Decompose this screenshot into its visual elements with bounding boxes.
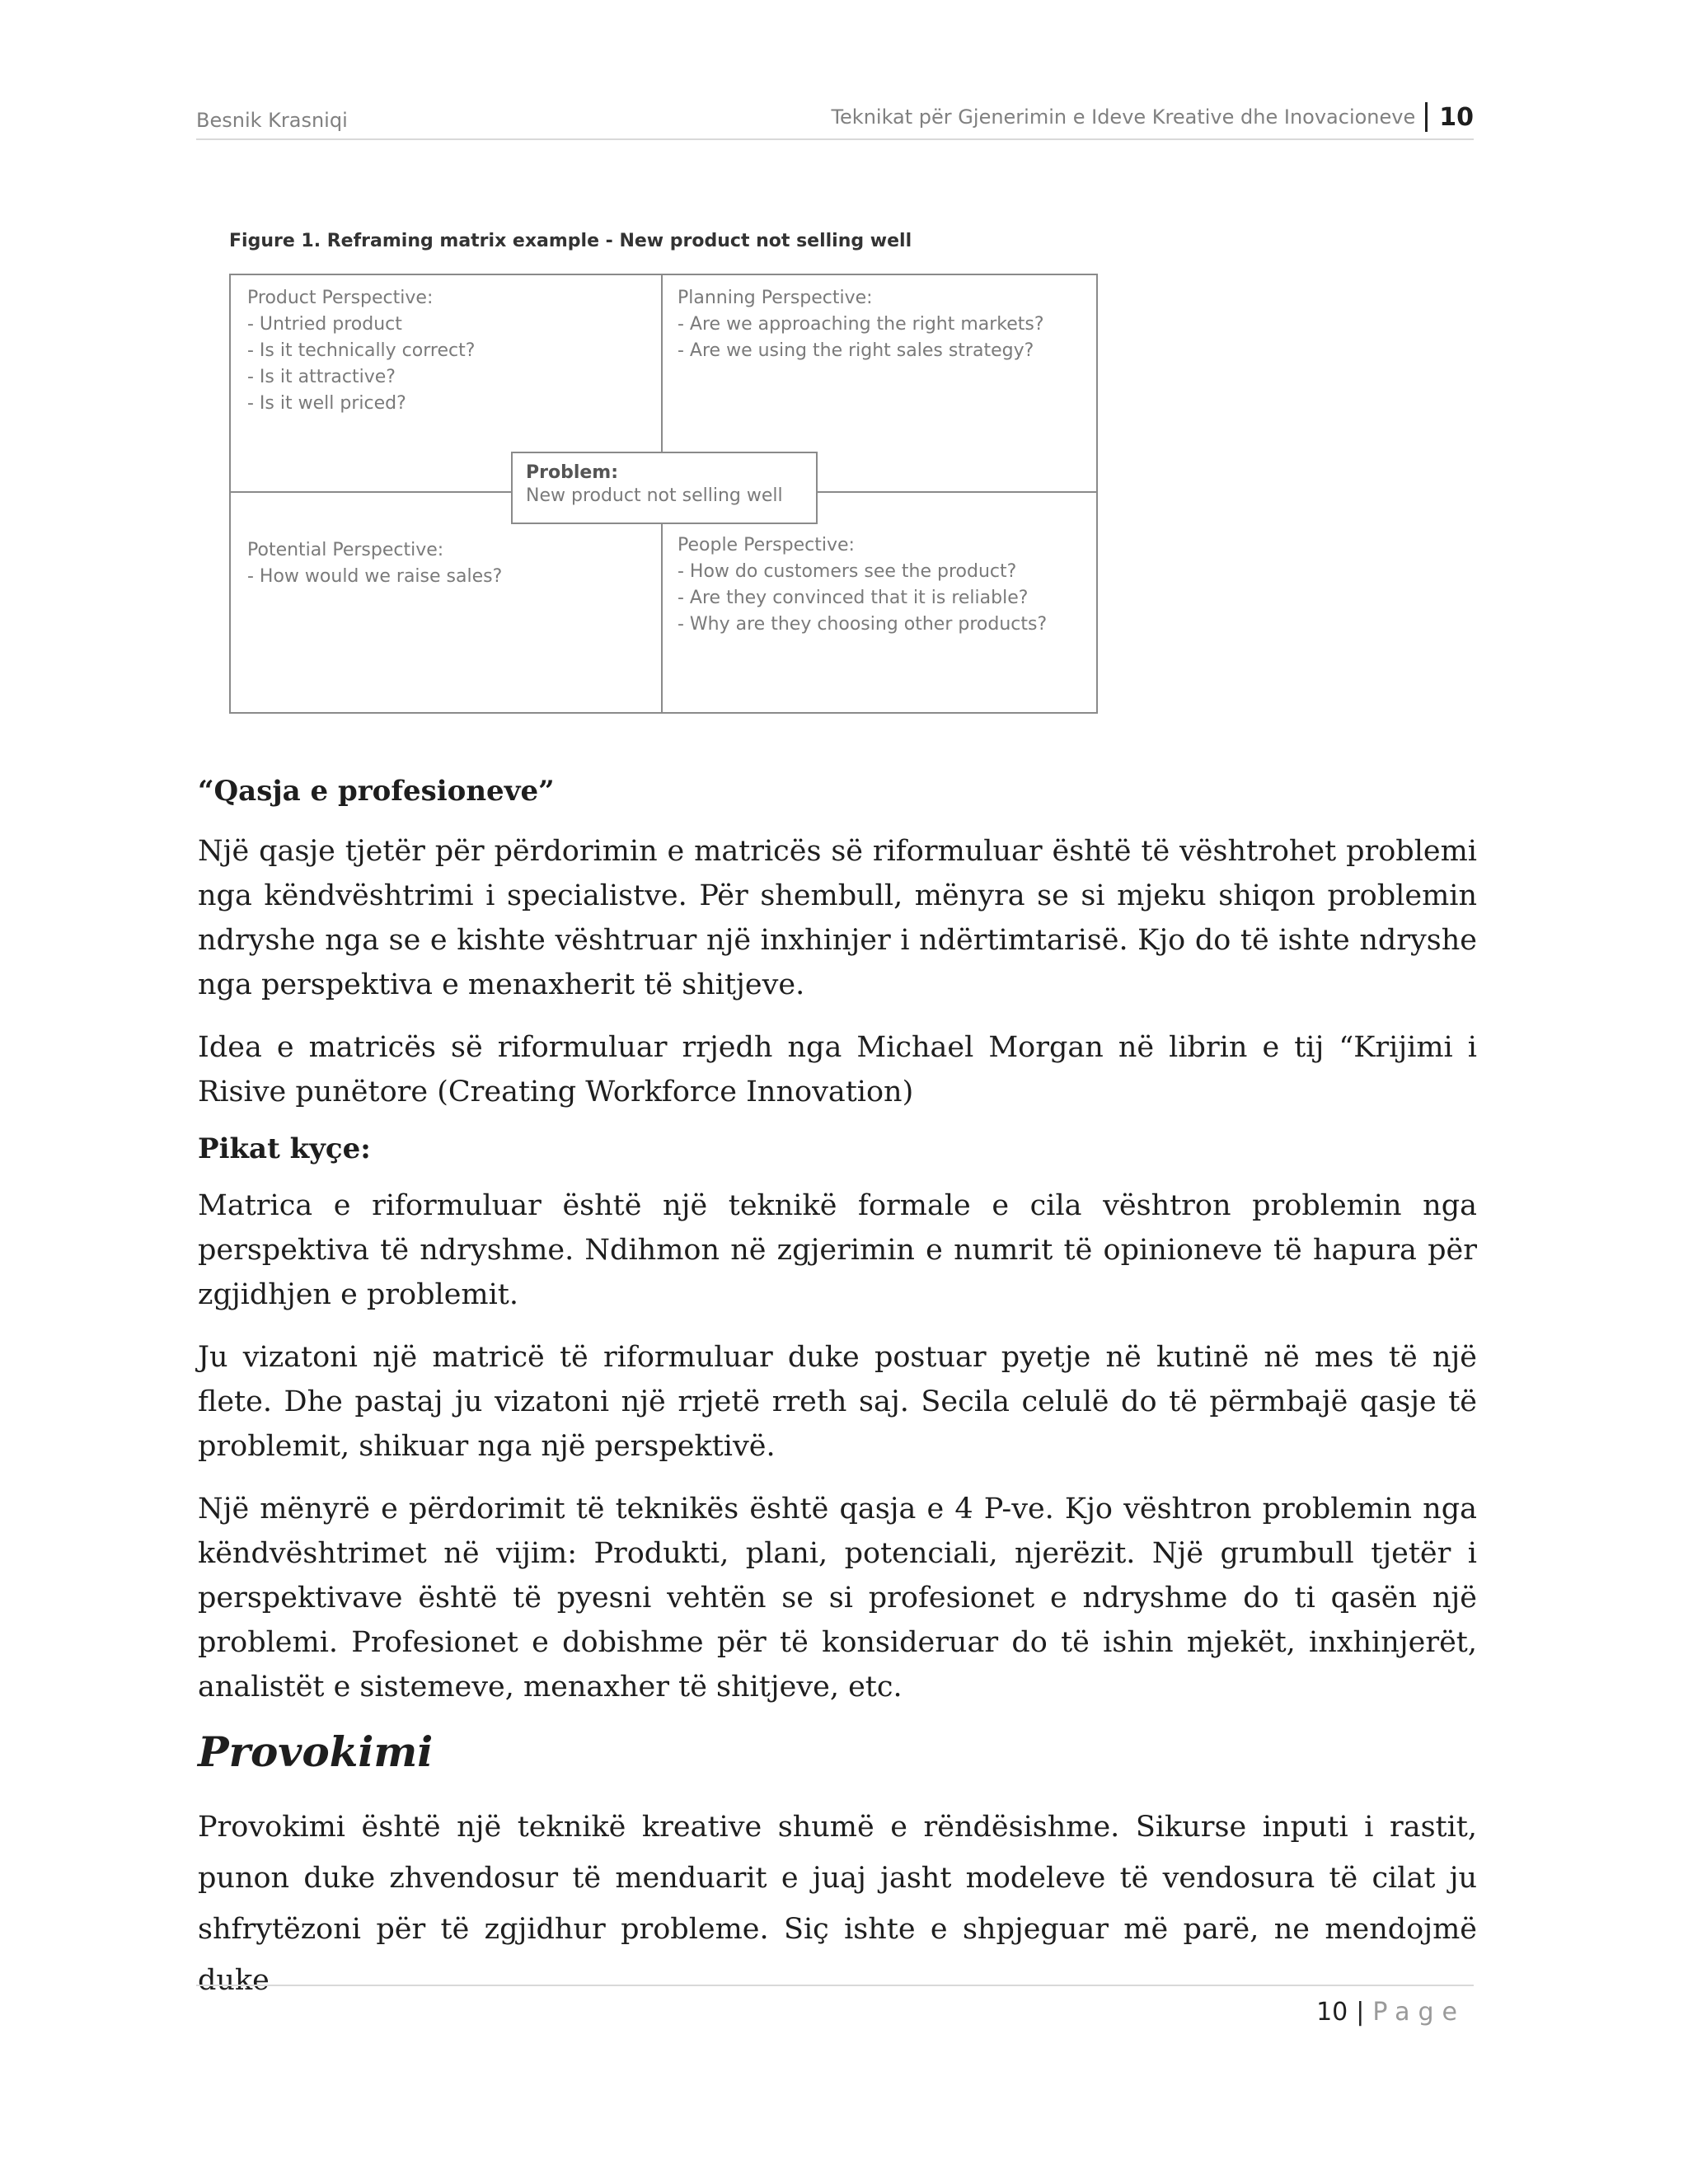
quadrant-line: - Why are they choosing other products? (678, 614, 1048, 635)
quadrant-line: - Is it attractive? (247, 367, 396, 387)
footer-page-number: 10 (1316, 1998, 1348, 2027)
header-document-title: Teknikat për Gjenerimin e Ideve Kreative dhe Inovacioneve (831, 105, 1416, 129)
header-divider (1425, 102, 1428, 132)
quadrant-line: Product Perspective: (247, 288, 434, 308)
footer-page-indicator (1316, 1998, 1465, 2027)
quadrant-people-perspective (678, 532, 1047, 638)
quadrant-line: - Are we approaching the right markets? (678, 314, 1044, 335)
paragraph: Matrica e riformuluar është një teknikë formale e cila vështron problemin nga perspektiva të ndryshme. Ndihmon në zgjerimin e numrit të opinioneve të hapura për zgjidhjen e problemit. (198, 1189, 1477, 1311)
section-heading-provokimi: Provokimi (198, 1727, 434, 1776)
problem-label: Problem: (526, 462, 619, 483)
reframing-matrix-figure (221, 223, 1103, 725)
quadrant-line: - Is it well priced? (247, 393, 406, 414)
paragraph: Idea e matricës së riformuluar rrjedh nga Michael Morgan në librin e tij “Krijimi i Risive punëtore (Creating Workforce Innovation) (198, 1031, 1477, 1108)
quadrant-line: - Are we using the right sales strategy? (678, 340, 1034, 361)
paragraph: Një mënyrë e përdorimit të teknikës është qasja e 4 P-ve. Kjo vështron problemin nga këndvështrimet në vijim: Produkti, plani, potenciali, njerëzit. Një grumbull tjetër i perspektivave është të pyesni vehtën se si profesionet e ndryshme do ti qasën një problemi. Profesionet e dobishme për të konsideruar do të ishin mjekët, inxhinjerët, analistët e sistemeve, menaxher të shitjeve, etc. (198, 1493, 1477, 1704)
quadrant-line: People Perspective: (678, 535, 855, 555)
page-content (198, 775, 1477, 2024)
page-footer (196, 1985, 1474, 2027)
paragraph: Provokimi është një teknikë kreative shumë e rëndësishme. Sikurse inputi i rastit, punon duke zhvendosur të menduarit e juaj jasht modeleve të vendosura të cilat ju shfrytëzoni për të zgjidhur probleme. Siç ishte e shpjeguar më parë, ne mendojmë duke (198, 1811, 1477, 1997)
quadrant-line: Planning Perspective: (678, 288, 873, 308)
problem-text: New product not selling well (526, 485, 783, 506)
footer-separator: | (1356, 1998, 1365, 2027)
page-header (196, 102, 1474, 140)
paragraph: Një qasje tjetër për përdorimin e matricës së riformuluar është të vështrohet problemi nga këndvështrimi i specialistve. Për shembull, mënyra se si mjeku shiqon problemin ndryshe nga se e kishte vështruar një inxhinjer i ndërtimtarisë. Kjo do të ishte ndryshe nga perspektiva e menaxherit të shitjeve. (198, 835, 1477, 1001)
subheading-qasja-e-profesioneve: “Qasja e profesioneve” (198, 775, 555, 808)
quadrant-line: - Untried product (247, 314, 402, 335)
reframing-matrix (229, 274, 1098, 714)
quadrant-line: - How do customers see the product? (678, 561, 1017, 582)
header-page-number: 10 (1439, 102, 1474, 132)
quadrant-line: - How would we raise sales? (247, 566, 503, 587)
footer-page-word: Page (1372, 1998, 1465, 2027)
quadrant-planning-perspective (678, 285, 1044, 364)
header-right (831, 102, 1474, 132)
quadrant-line: - Are they convinced that it is reliable? (678, 588, 1029, 608)
paragraph: Ju vizatoni një matricë të riformuluar duke postuar pyetje në kutinë në mes të një flete. Dhe pastaj ju vizatoni një rrjetë rreth saj. Secila celulë do të përmbajë qasje të problemit, shikuar nga një perspektivë. (198, 1341, 1477, 1463)
subheading-pikat-kyce: Pikat kyçe: (198, 1132, 371, 1165)
figure-caption: Figure 1. Reframing matrix example - New product not selling well (229, 231, 912, 251)
quadrant-product-perspective (247, 285, 475, 417)
quadrant-line: Potential Perspective: (247, 540, 444, 560)
header-author: Besnik Krasniqi (196, 109, 348, 132)
problem-box (511, 452, 818, 524)
quadrant-line: - Is it technically correct? (247, 340, 476, 361)
quadrant-potential-perspective (247, 537, 502, 590)
